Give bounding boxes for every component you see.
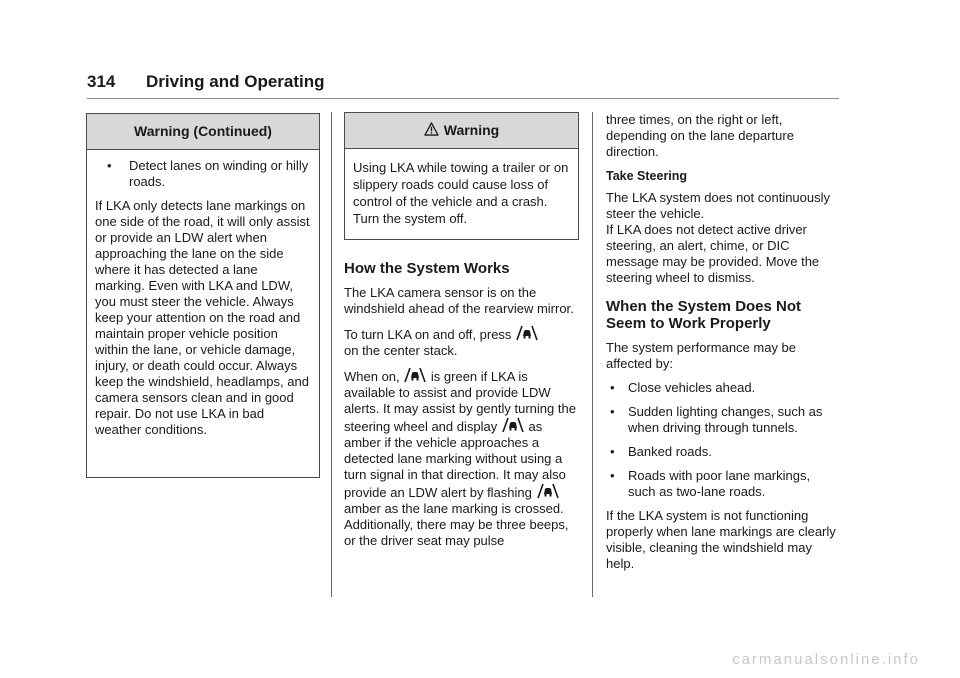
list-item bbox=[606, 444, 839, 460]
bullet-mark: • bbox=[107, 158, 112, 173]
page-number: 314 bbox=[87, 72, 116, 91]
lane-keep-assist-icon bbox=[404, 367, 426, 383]
warning-text: Using LKA while towing a trailer or on slippery roads could cause loss of control of the vehicle and a crash. Turn the system off. bbox=[353, 160, 569, 226]
bullet-text: Roads with poor lane markings, such as two-lane roads. bbox=[628, 468, 811, 499]
text-span: is green if LKA is available to assist and provide LDW alerts. It may assist by gently turning the steering wheel and display bbox=[344, 369, 576, 434]
paragraph: three times, on the right or left, depending on the lane departure direction. bbox=[606, 112, 794, 159]
list-item bbox=[95, 158, 311, 190]
bullet-text: Banked roads. bbox=[628, 444, 712, 459]
section-title: Driving and Operating bbox=[146, 72, 325, 91]
header-rule bbox=[87, 98, 839, 99]
warning-paragraph: If LKA only detects lane markings on one side of the road, it will only assist or provide an LDW alert when approaching the lane on the side where it has detected a lane marking. Even with LKA and LDW, you must steer the vehicle. Always keep your attention on the road and maintain proper vehicle position within the lane, or vehicle damage, injury, or death could occur. Always keep the windshield, headlamps, and camera sensors clean and in good repair. Do not use LKA in bad weather conditions. bbox=[95, 198, 310, 437]
text-span: amber as the lane marking is crossed. Additionally, there may be three beeps, or the driver seat may pulse bbox=[344, 501, 569, 548]
list-item bbox=[606, 380, 839, 396]
text-span: When on, bbox=[344, 369, 400, 384]
paragraph: The LKA system does not continuously steer the vehicle. bbox=[606, 190, 831, 221]
subheading-take-steering: Take Steering bbox=[606, 169, 688, 183]
bullet-mark: • bbox=[610, 404, 615, 419]
text-span: on the center stack. bbox=[344, 343, 458, 358]
paragraph: The system performance may be affected by: bbox=[606, 340, 797, 371]
bullet-text: Detect lanes on winding or hilly roads. bbox=[129, 158, 309, 189]
warning-box-body bbox=[87, 150, 319, 454]
bullet-text: Close vehicles ahead. bbox=[628, 380, 756, 395]
column-3 bbox=[606, 112, 839, 580]
warning-box bbox=[344, 112, 579, 240]
warning-box-header bbox=[87, 114, 319, 150]
list-item bbox=[606, 404, 839, 436]
lane-keep-assist-icon bbox=[516, 325, 538, 341]
bullet-mark: • bbox=[610, 444, 615, 459]
paragraph: The LKA camera sensor is on the windshield ahead of the rearview mirror. bbox=[344, 285, 574, 316]
warning-triangle-icon bbox=[424, 122, 439, 136]
paragraph bbox=[344, 367, 578, 549]
page-header bbox=[87, 66, 839, 99]
bullet-mark: • bbox=[610, 468, 615, 483]
text-span: as amber if the vehicle approaches a detected lane marking without using a turn signal in that direction. It may also provide an LDW alert by flashing bbox=[344, 419, 566, 500]
column-divider-2 bbox=[592, 112, 593, 597]
warning-box-continued bbox=[86, 113, 320, 478]
paragraph: If LKA does not detect active driver steering, an alert, chime, or DIC message may be provided. Move the steering wheel to dismiss. bbox=[606, 222, 820, 285]
column-divider-1 bbox=[331, 112, 332, 597]
text-span: To turn LKA on and off, press bbox=[344, 327, 512, 342]
list-item bbox=[606, 468, 839, 500]
watermark: carmanualsonline.info bbox=[732, 651, 920, 668]
paragraph: If the LKA system is not functioning properly when lane markings are clearly visible, cleaning the windshield may help. bbox=[606, 508, 836, 571]
section-heading: When the System Does Not Seem to Work Properly bbox=[606, 298, 802, 332]
lane-keep-assist-icon bbox=[537, 483, 559, 499]
warning-title: Warning bbox=[443, 122, 500, 138]
lane-keep-assist-icon bbox=[502, 417, 524, 433]
section-heading: How the System Works bbox=[344, 260, 510, 277]
bullet-text: Sudden lighting changes, such as when driving through tunnels. bbox=[628, 404, 823, 435]
bullet-mark: • bbox=[610, 380, 615, 395]
warning-title: Warning (Continued) bbox=[134, 123, 272, 139]
paragraph bbox=[344, 325, 578, 359]
warning-box-header bbox=[345, 113, 578, 149]
column-2 bbox=[344, 112, 578, 557]
warning-box-body bbox=[345, 149, 578, 239]
